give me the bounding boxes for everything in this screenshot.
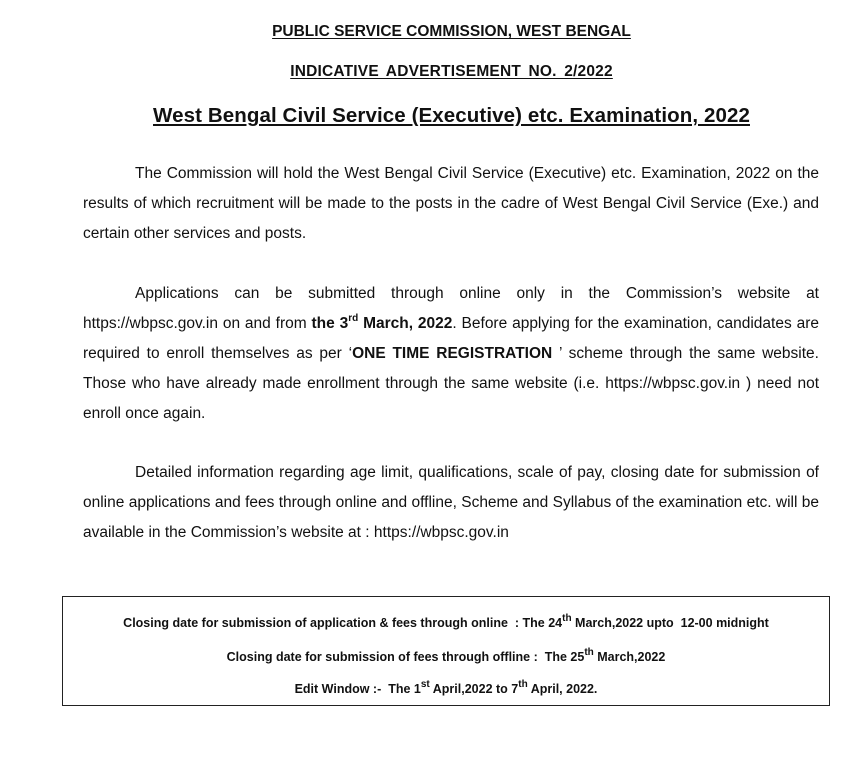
edit-window-middle: April,2022 to 7 (429, 682, 519, 696)
online-closing-date-ordinal: th (562, 612, 572, 624)
advertisement-number-heading: INDICATIVE ADVERTISEMENT NO. 2/2022 (290, 63, 613, 80)
one-time-registration-label: ONE TIME REGISTRATION (352, 345, 553, 362)
offline-closing-date-line (63, 646, 829, 664)
edit-window-end-ordinal: th (518, 678, 528, 690)
start-date-prefix: the 3 (311, 315, 349, 332)
offline-closing-date-ordinal: th (584, 646, 594, 658)
edit-window-start-ordinal: st (420, 678, 430, 690)
edit-window-start-prefix: The 1 (388, 682, 421, 696)
application-text-part1: Applications can be submitted through online only in the Commission’s website at https://wbpsc.gov.in on and from (83, 285, 819, 332)
offline-closing-date-prefix: The 25 (544, 650, 585, 664)
edit-window-label: Edit Window :- (294, 682, 389, 696)
intro-paragraph: The Commission will hold the West Bengal Civil Service (Executive) etc. Examination, 2022 on the results of which recruitment will be made to the posts in the cadre of West Bengal Civil Service (Exe.) and certain other services and posts. (83, 165, 819, 242)
online-closing-date-suffix: March,2022 upto 12-00 midnight (571, 616, 769, 630)
exam-title-heading: West Bengal Civil Service (Executive) etc. Examination, 2022 (153, 104, 750, 127)
application-text-part3: ’ scheme through the same website. Those who have already made enrollment through the same website (i.e. https://wbpsc.gov.in ) need not enroll once again. (83, 345, 819, 422)
application-paragraph (83, 279, 819, 429)
online-closing-date-line (63, 612, 829, 630)
start-date-ordinal: rd (348, 312, 359, 324)
important-dates-box (62, 596, 830, 706)
commission-heading: PUBLIC SERVICE COMMISSION, WEST BENGAL (272, 23, 631, 40)
online-closing-label: Closing date for submission of application & fees through online : (123, 616, 523, 630)
online-closing-date-prefix: The 24 (522, 616, 563, 630)
start-date-suffix: March, 2022 (358, 315, 453, 332)
details-paragraph: Detailed information regarding age limit, qualifications, scale of pay, closing date for submission of online applications and fees through online and offline, Scheme and Syllabus of the examination etc. will be available in the Commission’s website at : https://wbpsc.gov.in (83, 464, 819, 541)
application-start-date (311, 312, 453, 332)
edit-window-end-suffix: April, 2022. (527, 682, 598, 696)
offline-closing-date-suffix: March,2022 (593, 650, 666, 664)
application-text-part2: . Before applying for the examination, candidates are required to enroll themselves as per ‘ (83, 315, 819, 362)
edit-window-line (63, 678, 829, 696)
offline-closing-label: Closing date for submission of fees through offline : (226, 650, 545, 664)
